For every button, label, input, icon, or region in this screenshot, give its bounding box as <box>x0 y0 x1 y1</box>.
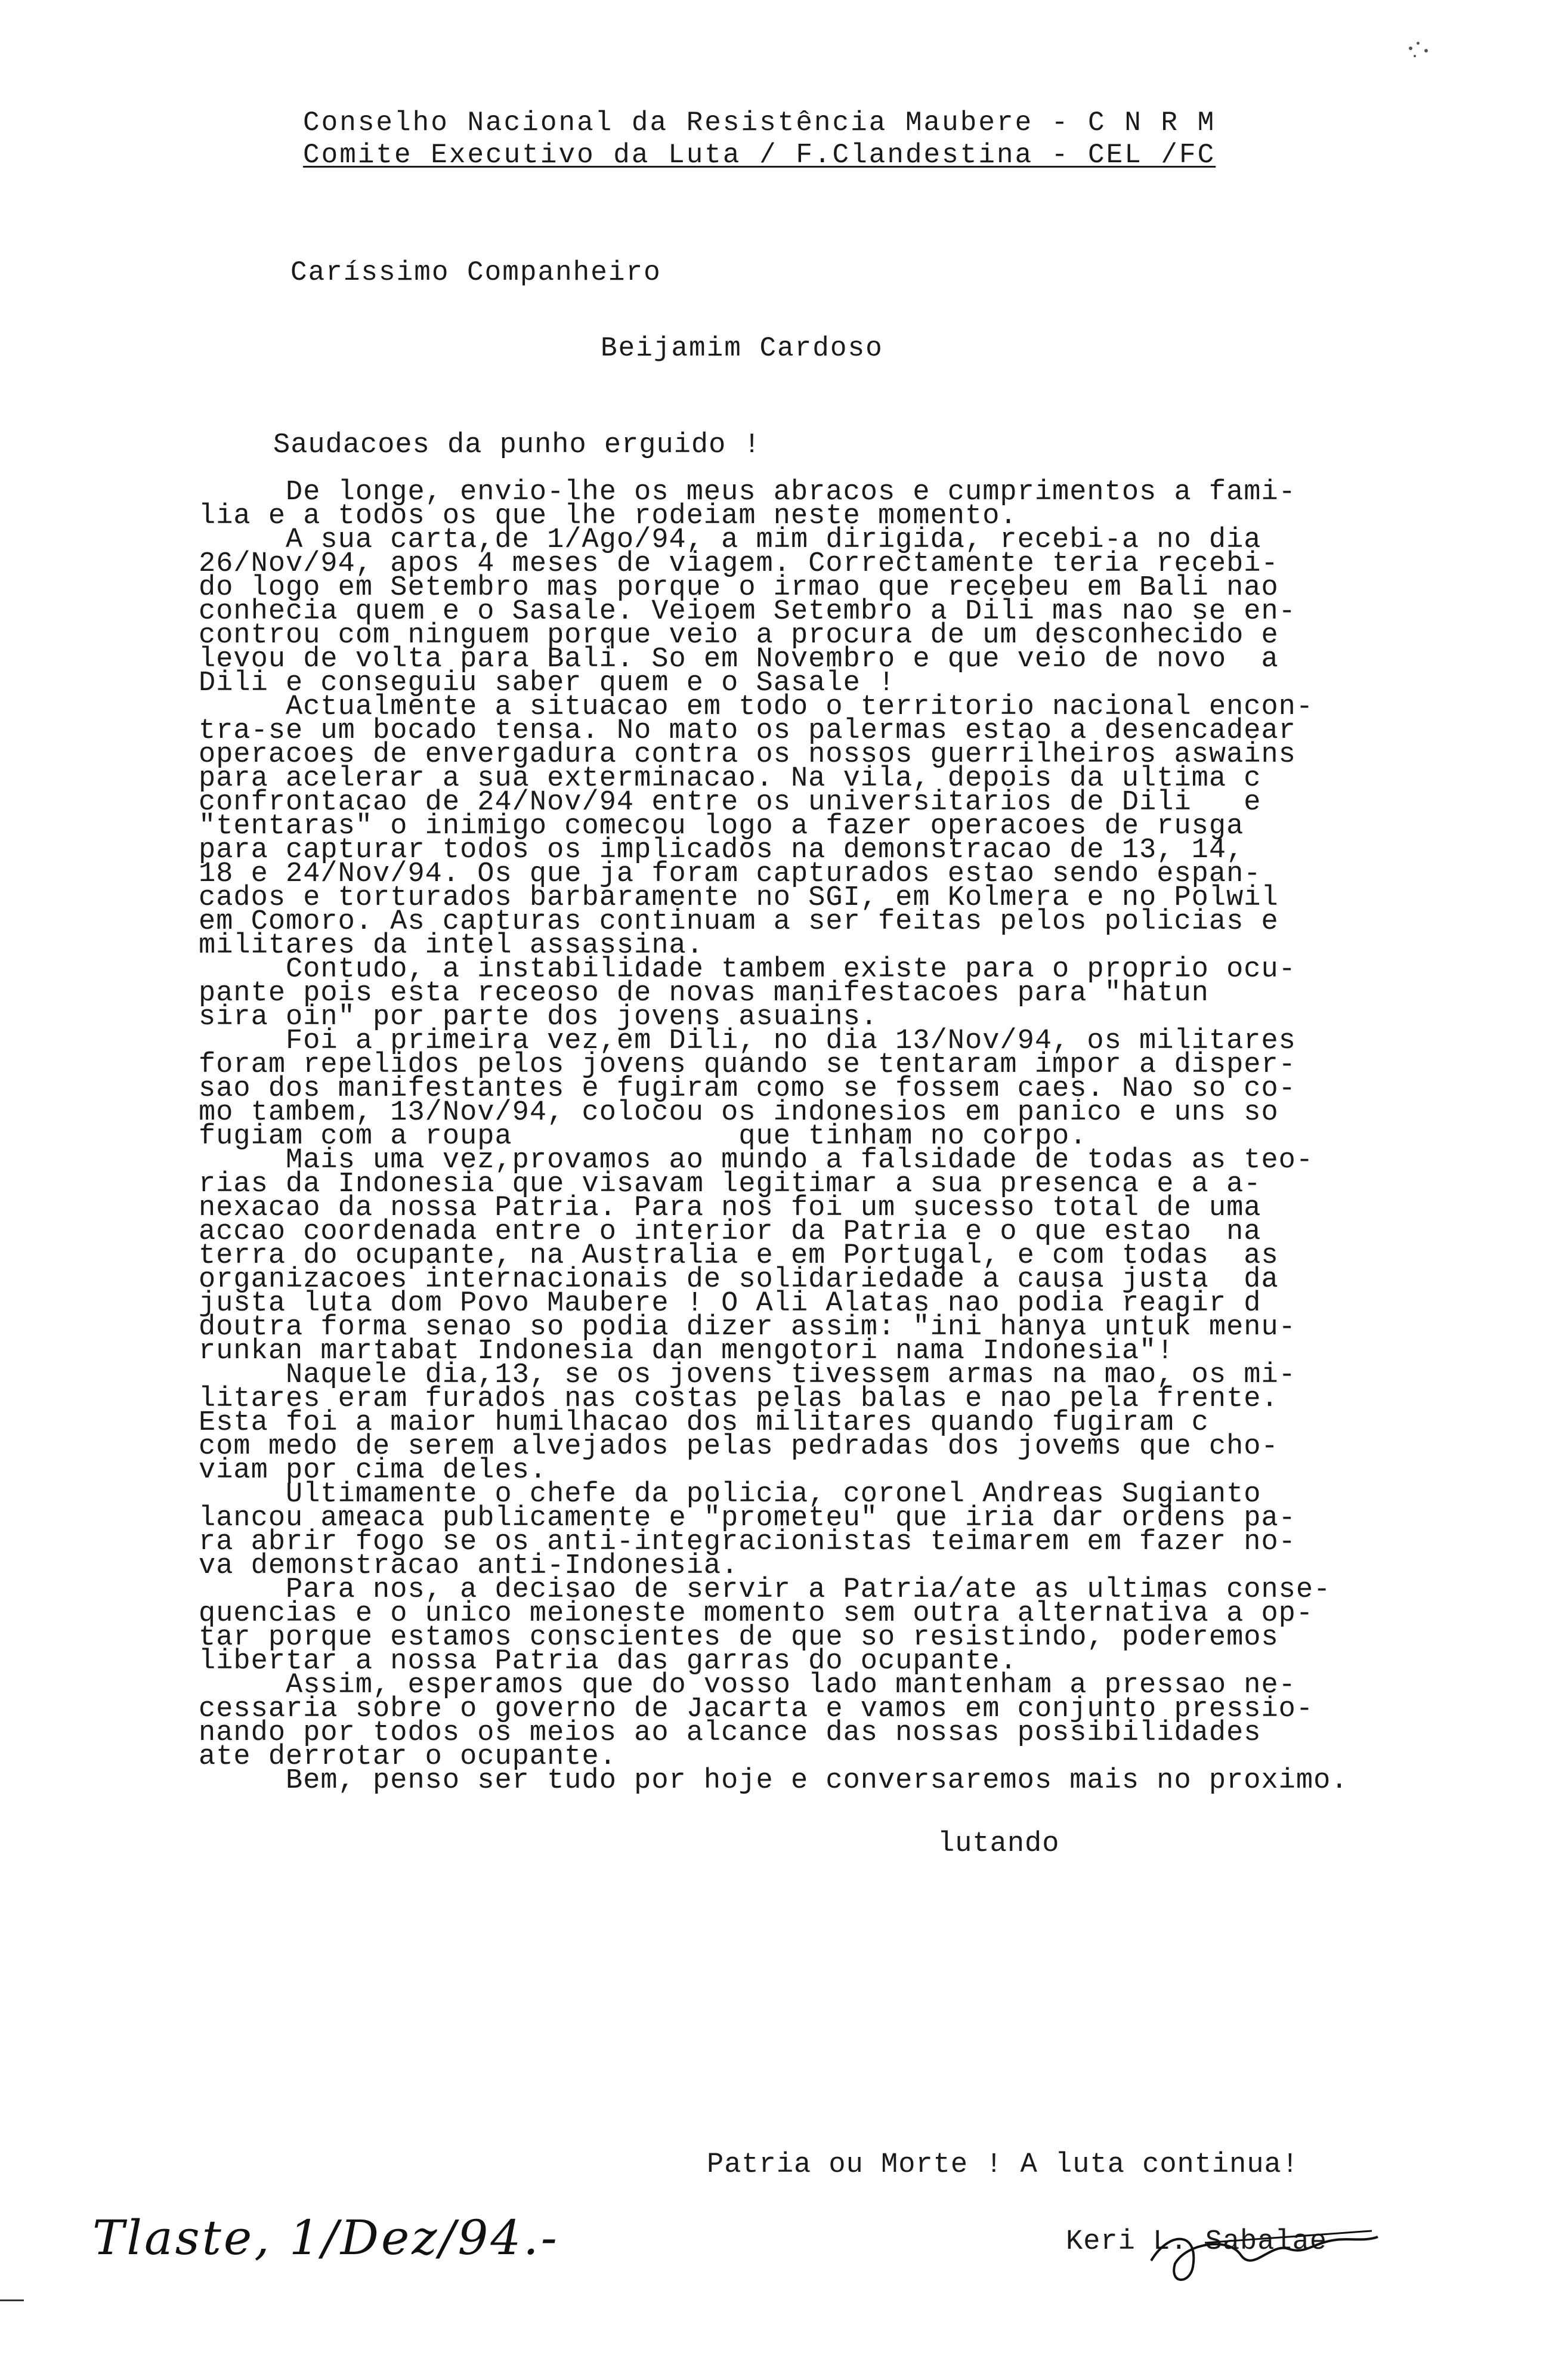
body-line: lancou ameaca publicamente e "prometeu" que iria dar ordens pa- <box>199 1503 1296 1534</box>
body-line: litares eram furados nas costas pelas balas e nao pela frente. <box>199 1383 1279 1415</box>
body-line: va demonstracao anti-Indonesia. <box>199 1550 739 1582</box>
body-line: runkan martabat Indonesia dan mengotori nama Indonesia"! <box>199 1336 1174 1367</box>
signature-typed-name: Keri L. Sabalae <box>1066 2226 1328 2258</box>
body-line: Ultimamente o chefe da policia, coronel Andreas Sugianto <box>199 1479 1261 1510</box>
body-line: tar porque estamos conscientes de que so resistindo, poderemos <box>199 1622 1279 1653</box>
body-line: libertar a nossa Patria das garras do ocupante. <box>199 1646 1018 1677</box>
scan-speck <box>1417 42 1420 45</box>
body-line: Actualmente a situacao em todo o territorio nacional encon- <box>199 691 1314 723</box>
body-line: terra do ocupante, na Australia e em Portugal, e com todas as <box>199 1240 1279 1272</box>
body-line: Assim, esperamos que do vosso lado mantenham a pressao ne- <box>199 1670 1296 1701</box>
body-line: controu com ninguem porque veio a procura de um desconhecido e <box>199 620 1279 651</box>
body-line: doutra forma senao so podia dizer assim: "ini hanya untuk menu- <box>199 1312 1296 1343</box>
body-line: sao dos manifestantes e fugiram como se fossem caes. Nao so co- <box>199 1073 1296 1105</box>
body-line: quencias e o unico meioneste momento sem outra alternativa a op- <box>199 1598 1314 1630</box>
body-line: Bem, penso ser tudo por hoje e conversaremos mais no proximo. <box>199 1765 1349 1797</box>
body-line: confrontacao de 24/Nov/94 entre os universitarios de Dili e <box>199 787 1261 818</box>
margin-rule <box>0 2299 24 2301</box>
body-line: A sua carta,de 1/Ago/94, a mim dirigida, recebi-a no dia <box>199 524 1261 556</box>
greeting: Saudacoes da punho erguido ! <box>273 429 761 461</box>
body-line: pante pois esta receoso de novas manifestacoes para "hatun <box>199 978 1209 1009</box>
body-line: 18 e 24/Nov/94. Os que ja foram capturados estao sendo espan- <box>199 858 1261 890</box>
body-line: foram repelidos pelos jovens quando se tentaram impor a disper- <box>199 1049 1296 1081</box>
body-line: 26/Nov/94, apos 4 meses de viagem. Correctamente teria recebi- <box>199 548 1279 580</box>
body-line: para acelerar a sua exterminacao. Na vila, depois da ultima c <box>199 763 1261 795</box>
body-line: operacoes de envergadura contra os nossos guerrilheiros aswains <box>199 739 1296 771</box>
signature-scribble <box>1133 2207 1384 2296</box>
body-line: viam por cima deles. <box>199 1455 548 1486</box>
letterhead-organization: Conselho Nacional da Resistência Maubere - C N R M <box>303 107 1216 138</box>
body-line: cados e torturados barbaramente no SGI, em Kolmera e no Polwil <box>199 882 1279 914</box>
body-line: com medo de serem alvejados pelas pedradas dos jovems que cho- <box>199 1431 1279 1463</box>
body-line: do logo em Setembro mas porque o irmao que recebeu em Bali nao <box>199 572 1279 604</box>
body-line: tra-se um bocado tensa. No mato os palermas estao a desencadear <box>199 715 1296 747</box>
body-line: nando por todos os meios ao alcance das nossas possibilidades <box>199 1717 1261 1749</box>
body-line: fugiam com a roupa que tinham no corpo. <box>199 1121 1087 1152</box>
body-line: De longe, envio-lhe os meus abracos e cumprimentos a fami- <box>199 477 1296 508</box>
body-line: Naquele dia,13, se os jovens tivessem armas na mao, os mi- <box>199 1359 1296 1391</box>
body-line: accao coordenada entre o interior da Patria e o que estao na <box>199 1216 1261 1248</box>
body-line: cessaria sobre o governo de Jacarta e vamos em conjunto pressio- <box>199 1693 1314 1725</box>
body-line: sira oin" por parte dos jovens asuains. <box>199 1002 878 1033</box>
body-line: Dili e conseguiu saber quem e o Sasale ! <box>199 667 896 699</box>
closing-motto: Patria ou Morte ! A luta continua! <box>707 2149 1299 2181</box>
body-line: Contudo, a instabilidade tambem existe para o proprio ocu- <box>199 954 1296 985</box>
body-line: "tentaras" o inimigo comecou logo a fazer operacoes de rusga <box>199 811 1244 842</box>
letterhead-committee: Comite Executivo da Luta / F.Clandestina - CEL /FC <box>303 140 1216 171</box>
scan-speck <box>1409 47 1412 50</box>
body-line: para capturar todos os implicados na demonstracao de 13, 14, <box>199 834 1244 866</box>
body-line: justa luta dom Povo Maubere ! O Ali Alatas nao podia reagir d <box>199 1288 1261 1319</box>
body-line: levou de volta para Bali. So em Novembro e que veio de novo a <box>199 644 1279 675</box>
body-line: em Comoro. As capturas continuam a ser feitas pelos policias e <box>199 906 1279 938</box>
salutation: Caríssimo Companheiro <box>290 257 661 288</box>
body-line: mo tambem, 13/Nov/94, colocou os indonesios em panico e uns so <box>199 1097 1279 1129</box>
recipient-name: Beijamim Cardoso <box>601 333 883 364</box>
interlinear-insertion: lutando <box>938 1828 1060 1860</box>
body-line: nexacao da nossa Patria. Para nos foi um sucesso total de uma <box>199 1192 1261 1224</box>
body-line: Para nos, a decisao de servir a Patria/ate as ultimas conse- <box>199 1574 1331 1606</box>
body-line: conhecia quem e o Sasale. Veioem Setembro a Dili mas nao se en- <box>199 596 1296 628</box>
handwritten-place-date: Tlaste, 1/Dez/94.- <box>92 2210 559 2265</box>
scan-speck <box>1424 49 1428 52</box>
body-line: ate derrotar o ocupante. <box>199 1741 617 1773</box>
scan-speck <box>1414 55 1416 57</box>
letter-body <box>199 477 1350 1797</box>
body-line: militares da intel assassina. <box>199 930 704 962</box>
body-line: lia e a todos os que lhe rodeiam neste momento. <box>199 500 1018 532</box>
body-line: organizacoes internacionais de solidariedade a causa justa da <box>199 1264 1279 1296</box>
body-line: rias da Indonesia que visavam legitimar a sua presenca e a a- <box>199 1169 1261 1200</box>
body-line: Mais uma vez,provamos ao mundo a falsidade de todas as teo- <box>199 1145 1314 1176</box>
body-line: Foi a primeira vez,em Dili, no dia 13/Nov/94, os militares <box>199 1025 1296 1057</box>
body-line: Esta foi a maior humilhacao dos militares quando fugiram c <box>199 1407 1209 1439</box>
body-line: ra abrir fogo se os anti-integracionistas teimarem em fazer no- <box>199 1526 1296 1558</box>
